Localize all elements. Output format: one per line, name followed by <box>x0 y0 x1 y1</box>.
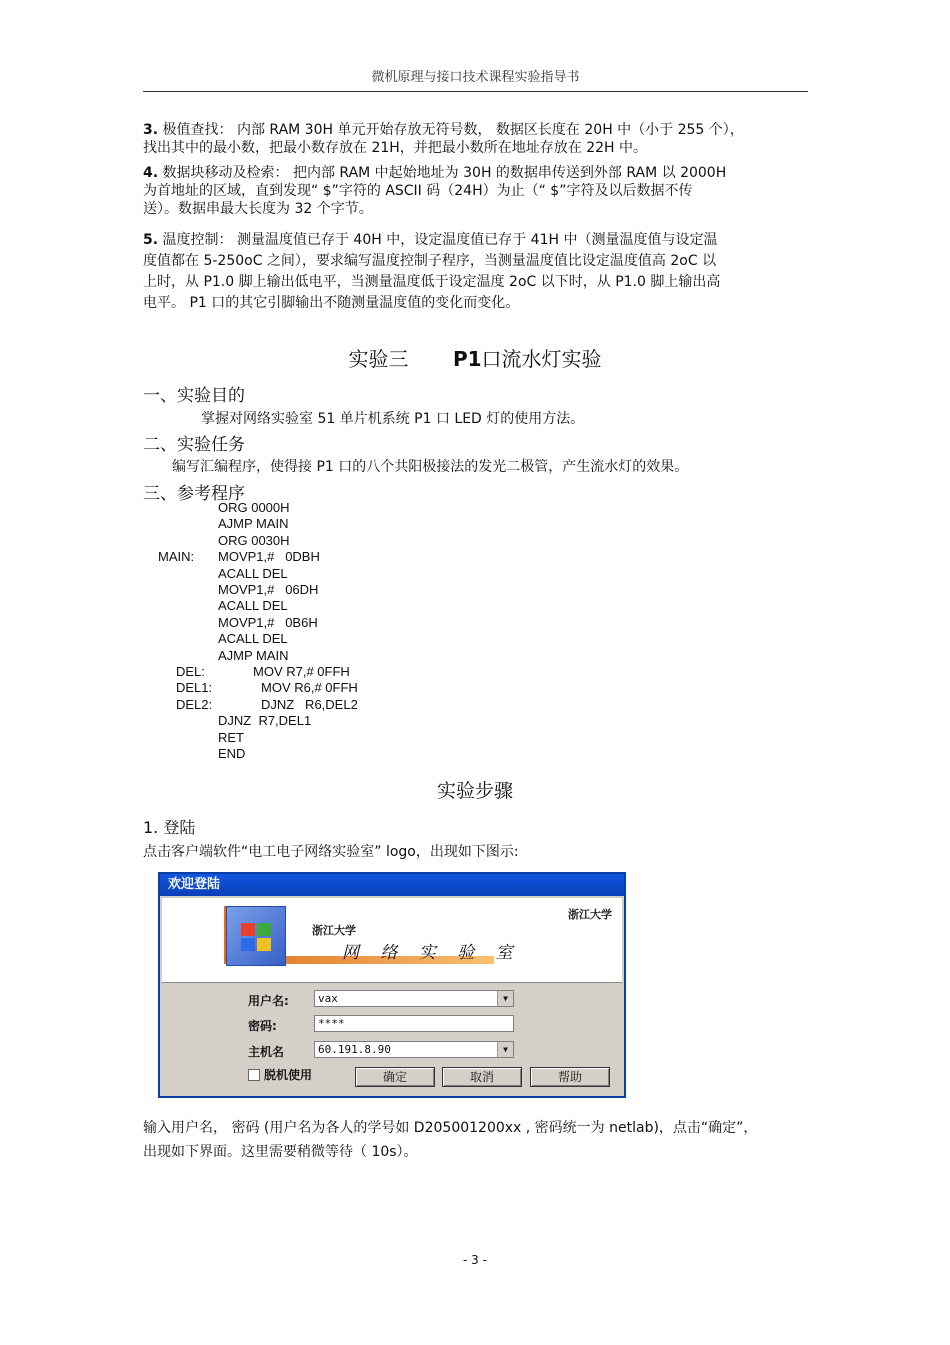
windows-logo-icon <box>226 906 286 966</box>
code-line: AJMP MAIN <box>218 516 289 532</box>
password-value: **** <box>318 1017 345 1030</box>
code-line: ACALL DEL <box>218 631 288 647</box>
task-line: 送）。数据串最大长度为 32 个字节。 <box>143 201 373 217</box>
host-value: 60.191.8.90 <box>318 1043 391 1056</box>
section-program-heading: 三、参考程序 <box>143 484 245 504</box>
dialog-title: 欢迎登陆 <box>160 874 624 896</box>
login-dialog <box>158 872 626 1098</box>
section-purpose-heading: 一、实验目的 <box>143 386 245 406</box>
code-line: MOVP1,# 0DBH <box>218 549 320 565</box>
task-4 <box>143 164 808 218</box>
code-line: END <box>218 746 246 761</box>
help-button[interactable]: 帮助 <box>530 1067 610 1087</box>
password-label: 密码: <box>248 1019 277 1033</box>
code-line: MOV R6,# 0FFH <box>261 680 358 696</box>
task-line: 上时，从 P1.0 脚上输出低电平，当测量温度低于设定温度 2oC 以下时，从 P1.0 脚上输出高 <box>143 274 721 290</box>
code-line: MOV R7,# 0FFH <box>253 664 350 679</box>
code-line: AJMP MAIN <box>218 647 289 663</box>
task-line: 找出其中的最小数，把最小数存放在 21H，并把最小数所在地址存放在 22H 中。 <box>143 140 648 156</box>
ok-button[interactable]: 确定 <box>355 1067 435 1087</box>
password-field[interactable] <box>314 1015 514 1032</box>
experiment-title-prefix: 实验三 <box>348 347 409 371</box>
code-line: ACALL DEL <box>218 598 288 614</box>
code-line: RET <box>218 729 244 745</box>
cancel-button[interactable]: 取消 <box>442 1067 522 1087</box>
step1-heading: 1. 登陆 <box>143 818 196 837</box>
task-line: 极值查找： 内部 RAM 30H 单元开始存放无符号数， 数据区长度在 20H 中（小于 255 个）， <box>162 122 744 138</box>
username-label: 用户名: <box>248 994 289 1008</box>
code-label: DEL: <box>176 664 205 679</box>
steps-heading: 实验步骤 <box>436 780 513 802</box>
task-line: 为首地址的区域，直到发现“ $”字符的 ASCII 码（24H）为止（“ $”字符及以后数据不传 <box>143 183 693 199</box>
offline-label: 脱机使用 <box>264 1068 313 1082</box>
code-label: MAIN: <box>158 549 195 565</box>
experiment-title <box>0 343 950 372</box>
code-label: DEL1: <box>176 680 213 696</box>
experiment-title-bold: P1 <box>452 347 482 371</box>
instruction-line: 出现如下界面。这里需要稍微等待（ 10s）。 <box>143 1144 418 1160</box>
task-line: 电平。 P1 口的其它引脚输出不随测量温度值的变化而变化。 <box>143 295 520 311</box>
code-line: DJNZ R7,DEL1 <box>218 713 312 729</box>
section-task-text: 编写汇编程序，使得接 P1 口的八个共阳极接法的发光二极管，产生流水灯的效果。 <box>172 459 689 475</box>
header-rule <box>143 91 808 92</box>
section-purpose-text: 掌握对网络实验室 51 单片机系统 P1 口 LED 灯的使用方法。 <box>201 411 585 427</box>
task-line: 度值都在 5-250oC 之间），要求编写温度控制子程序，当测量温度值比设定温度值高 2oC 以 <box>143 253 717 269</box>
dialog-banner <box>162 898 622 983</box>
host-field[interactable] <box>314 1041 514 1058</box>
task-number: 5. <box>143 232 159 248</box>
username-value: vax <box>318 992 338 1005</box>
lab-name: 网 络 实 验 室 <box>342 943 521 963</box>
code-line: ORG 0000H <box>218 500 290 515</box>
university-name: 浙江大学 <box>312 924 356 937</box>
code-line: MOVP1,# 06DH <box>218 582 319 597</box>
username-field[interactable] <box>314 990 514 1007</box>
instruction-line: 输入用户名， 密码 (用户名为各人的学号如 D205001200xx , 密码统一为 netlab)，点击“确定”， <box>143 1120 758 1136</box>
task-number: 4. <box>143 165 159 181</box>
task-5 <box>143 230 808 314</box>
code-label: DEL2: <box>176 696 213 712</box>
page-header: 微机原理与接口技术课程实验指导书 <box>371 70 580 85</box>
section-task-heading: 二、实验任务 <box>143 435 245 455</box>
code-line: ORG 0030H <box>218 532 290 548</box>
chevron-down-icon[interactable]: ▼ <box>497 991 513 1006</box>
experiment-title-suffix: 口流水灯实验 <box>481 347 602 371</box>
task-number: 3. <box>143 122 159 138</box>
task-3 <box>143 121 808 157</box>
code-line: ACALL DEL <box>218 565 288 581</box>
code-line: DJNZ R6,DEL2 <box>261 696 358 712</box>
task-line: 温度控制： 测量温度值已存于 40H 中，设定温度值已存于 41H 中（测量温度值与设定温 <box>162 232 718 248</box>
login-instructions <box>143 1116 808 1164</box>
step1-text: 点击客户端软件“电工电子网络实验室” logo，出现如下图示: <box>143 844 519 860</box>
university-name-right: 浙江大学 <box>568 908 612 921</box>
chevron-down-icon[interactable]: ▼ <box>497 1042 513 1057</box>
host-label: 主机名 <box>248 1045 285 1059</box>
offline-checkbox[interactable] <box>248 1069 260 1081</box>
page-number: - 3 - <box>463 1253 487 1267</box>
task-line: 数据块移动及检索： 把内部 RAM 中起始地址为 30H 的数据串传送到外部 RAM 以 2000H <box>162 165 727 181</box>
code-line: MOVP1,# 0B6H <box>218 614 318 630</box>
